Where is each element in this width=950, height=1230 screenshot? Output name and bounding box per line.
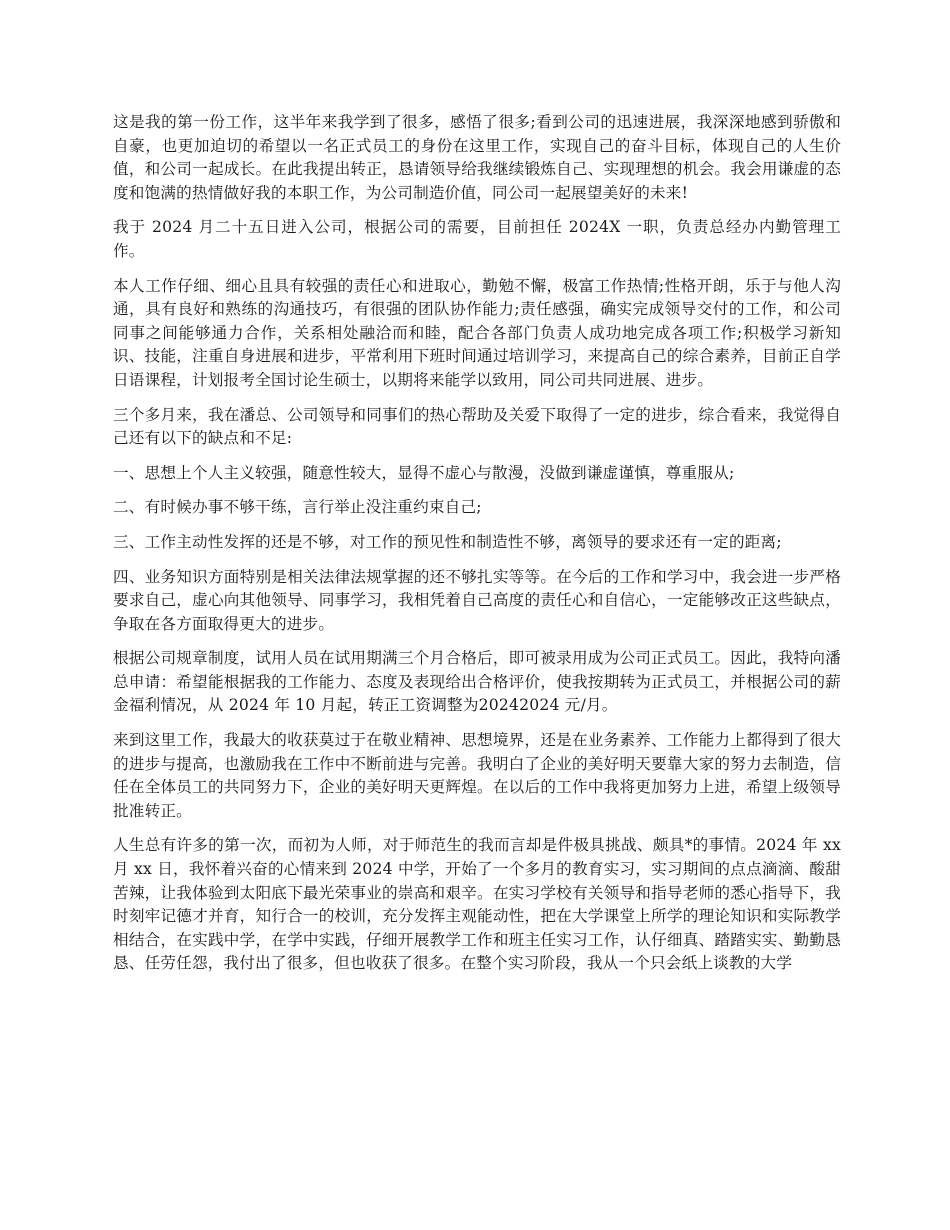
paragraph-self-assessment: 本人工作仔细、细心且具有较强的责任心和进取心，勤勉不懈，极富工作热情;性格开朗，乐于与他人沟通，具有良好和熟练的沟通技巧，有很强的团队协作能力;责任感强，确实完成领导交付的工作，和公司同事之间能够通力合作，关系相处融洽而和睦，配合各部门负责人成功地完成各项工作;积极学习新知识、技能，注重自身进展和进步，平常利用下班时间通过培训学习，来提高自己的综合素养，目前正自学日语课程，计划报考全国讨论生硕士，以期将来能学以致用，同公司共同进展、进步。 — [113, 276, 841, 389]
paragraph-shortcoming-1: 一、思想上个人主义较强，随意性较大，显得不虚心与散漫，没做到谦虚谨慎，尊重服从; — [113, 463, 735, 482]
paragraph-gains: 来到这里工作，我最大的收获莫过于在敬业精神、思想境界，还是在业务素养、工作能力上都得到了很大的进步与提高，也激励我在工作中不断前进与完善。我明白了企业的美好明天要靠大家的努力去制造，信任在全体员工的共同努力下，企业的美好明天更辉煌。在以后的工作中我将更加努力上进，希望上级领导批准转正。 — [113, 731, 841, 820]
paragraph-shortcoming-4: 四、业务知识方面特别是相关法律法规掌握的还不够扎实等等。在今后的工作和学习中，我会进一步严格要求自己，虚心向其他领导、同事学习，我相凭着自己高度的责任心和自信心，一定能够改正这些缺点，争取在各方面取得更大的进步。 — [113, 567, 841, 633]
paragraph-probation-intro: 这是我的第一份工作，这半年来我学到了很多，感悟了很多;看到公司的迅速进展，我深深地感到骄傲和自豪，也更加迫切的希望以一名正式员工的身份在这里工作，实现自己的奋斗目标，体现自己的人生价值，和公司一起成长。在此我提出转正，恳请领导给我继续锻炼自己、实现理想的机会。我会用谦虚的态度和饱满的热情做好我的本职工作，为公司制造价值，同公司一起展望美好的未来! — [113, 113, 841, 202]
paragraph-join-date: 我于 2024 月二十五日进入公司，根据公司的需要，目前担任 2024X 一职，负责总经办内勤管理工作。 — [113, 218, 841, 260]
paragraph-shortcoming-3: 三、工作主动性发挥的还是不够，对工作的预见性和制造性不够，离领导的要求还有一定的距离; — [113, 532, 782, 551]
paragraph-application: 根据公司规章制度，试用人员在试用期满三个月合格后，即可被录用成为公司正式员工。因此，我特向潘总申请：希望能根据我的工作能力、态度及表现给出合格评价，使我按期转为正式员工，并根据公司的薪金福利情况，从 2024 年 10 月起，转正工资调整为20242024 元/月。 — [113, 649, 841, 715]
paragraph-shortcoming-2: 二、有时候办事不够干练，言行举止没注重约束自己; — [113, 498, 482, 517]
paragraph-teaching-internship: 人生总有许多的第一次，而初为人师，对于师范生的我而言却是件极具挑战、颇具*的事情。2024 年 xx 月 xx 日，我怀着兴奋的心情来到 2024 中学，开始了一个多月的教育实习，实习期间的点点滴滴、酸甜苦辣，让我体验到太阳底下最光荣事业的崇高和艰辛。在实习学校有关领导和指导老师的悉心指导下，我时刻牢记德才并育，知行合一的校训，充分发挥主观能动性，把在大学课堂上所学的理论知识和实际教学相结合，在实践中学，在学中实践，仔细开展教学工作和班主任实习工作，认仔细真、踏踏实实、勤勤恳恳、任劳任怨，我付出了很多，但也收获了很多。在整个实习阶段，我从一个只会纸上谈教的大学 — [113, 836, 841, 973]
document-body — [113, 111, 841, 987]
paragraph-shortcomings-intro: 三个多月来，我在潘总、公司领导和同事们的热心帮助及关爱下取得了一定的进步，综合看来，我觉得自己还有以下的缺点和不足: — [113, 405, 841, 448]
